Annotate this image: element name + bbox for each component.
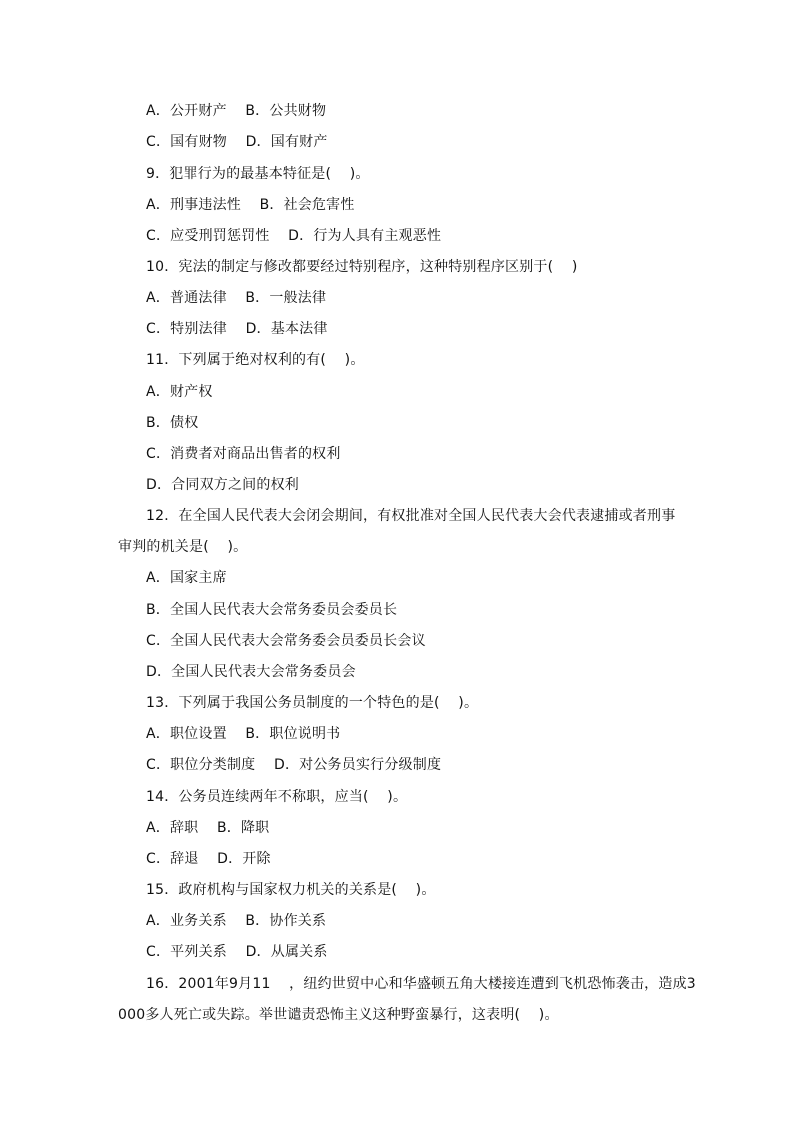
question-9-options-cd: C．应受刑罚惩罚性 D．行为人具有主观恶性	[146, 228, 442, 244]
question-10-options-cd: C．特别法律 D．基本法律	[146, 321, 328, 337]
question-12-option-b: B．全国人民代表大会常务委员会委员长	[146, 602, 398, 618]
question-9-text: 9．犯罪行为的最基本特征是( )。	[146, 166, 370, 182]
question-16-text-line-1: 16．2001年9月11 ，纽约世贸中心和华盛顿五角大楼接连遭到飞机恐怖袭击，造成3	[146, 976, 696, 992]
question-8-options-cd: C．国有财物 D．国有财产	[146, 134, 328, 150]
question-13-text: 13．下列属于我国公务员制度的一个特色的是( )。	[146, 695, 479, 711]
question-15-options-cd: C．平列关系 D．从属关系	[146, 944, 328, 960]
question-8-options-ab: A．公开财产 B．公共财物	[146, 103, 327, 119]
question-15-options-ab: A．业务关系 B．协作关系	[146, 913, 327, 929]
question-15-text: 15．政府机构与国家权力机关的关系是( )。	[146, 882, 436, 898]
question-12-option-c: C．全国人民代表大会常务委会员委员长会议	[146, 633, 426, 649]
question-11-option-b: B．债权	[146, 415, 199, 431]
question-16-text-line-2: 000多人死亡或失踪。举世谴责恐怖主义这种野蛮暴行，这表明( )。	[118, 1007, 559, 1023]
question-13-options-cd: C．职位分类制度 D．对公务员实行分级制度	[146, 757, 442, 773]
question-14-options-cd: C．辞退 D．开除	[146, 851, 271, 867]
question-14-options-ab: A．辞职 B．降职	[146, 820, 270, 836]
question-12-option-a: A．国家主席	[146, 570, 227, 586]
question-11-option-d: D．合同双方之间的权利	[146, 477, 299, 493]
question-9-options-ab: A．刑事违法性 B．社会危害性	[146, 197, 355, 213]
question-13-options-ab: A．职位设置 B．职位说明书	[146, 726, 341, 742]
question-12-option-d: D．全国人民代表大会常务委员会	[146, 664, 356, 680]
question-11-option-a: A．财产权	[146, 384, 213, 400]
question-11-text: 11．下列属于绝对权利的有( )。	[146, 352, 365, 368]
question-12-text-line-2: 审判的机关是( )。	[118, 539, 248, 555]
question-10-text: 10．宪法的制定与修改都要经过特别程序，这种特别程序区别于( )	[146, 259, 578, 275]
question-12-text-line-1: 12．在全国人民代表大会闭会期间，有权批准对全国人民代表大会代表逮捕或者刑事	[146, 508, 676, 524]
question-11-option-c: C．消费者对商品出售者的权利	[146, 446, 341, 462]
question-10-options-ab: A．普通法律 B．一般法律	[146, 290, 327, 306]
question-14-text: 14．公务员连续两年不称职，应当( )。	[146, 789, 408, 805]
